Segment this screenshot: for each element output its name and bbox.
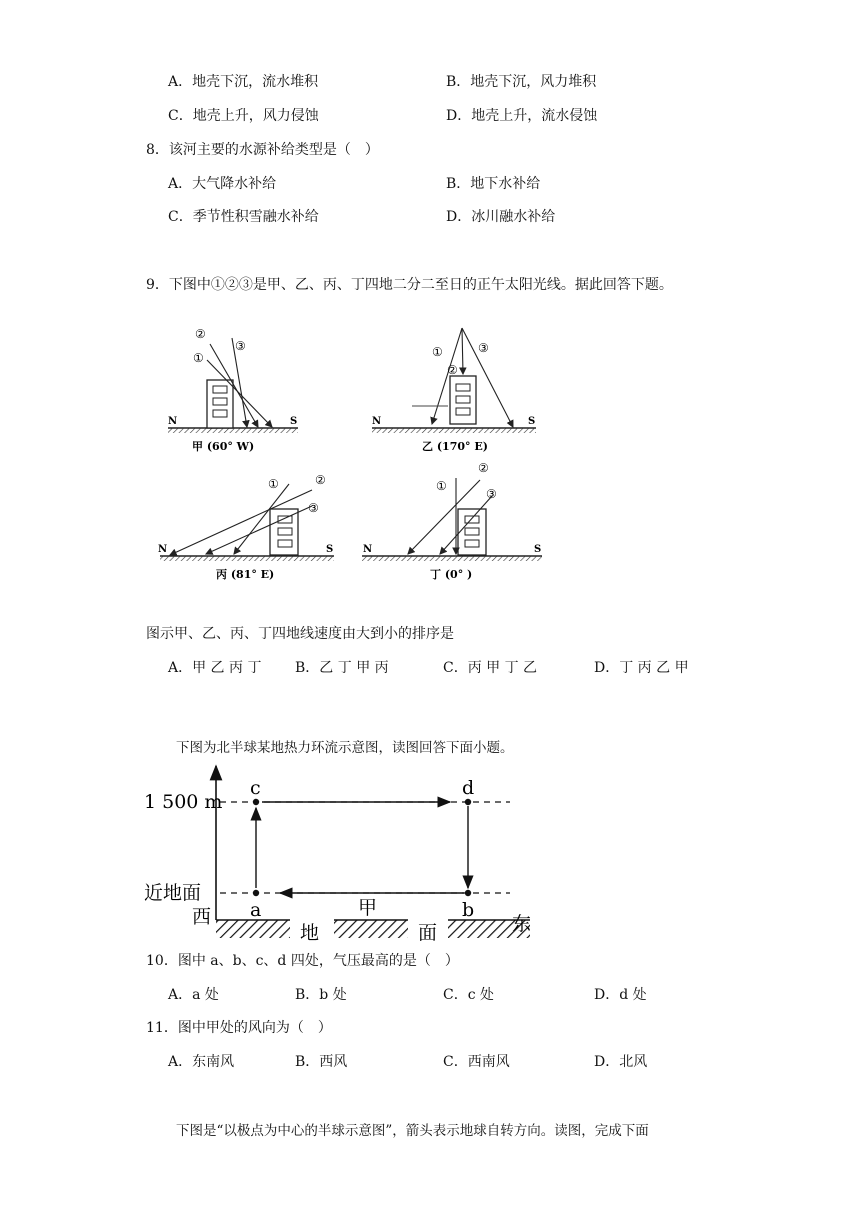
jia-caption: 甲 (60° W) [192,440,255,453]
yi-ray-3: ③ [478,341,489,355]
panel-yi [372,328,536,453]
q10-option-a: A．a 处 [168,987,219,1003]
jia-north: N [168,416,178,427]
q8-stem: 8．该河主要的水源补给类型是（ ） [146,142,379,158]
jia-ray-3: ③ [235,339,246,353]
bing-ray-2: ② [315,473,326,487]
panel-jia [168,327,298,453]
yi-north: N [372,416,382,427]
q7-option-c: C．地壳上升，风力侵蚀 [168,108,319,124]
east-label: 东 [512,913,532,935]
west-label: 西 [192,906,212,928]
q11-option-d: D．北风 [594,1054,648,1070]
q8-option-b: B．地下水补给 [446,176,541,192]
q9-question: 图示甲、乙、丙、丁四地线速度由大到小的排序是 [146,626,454,642]
jia-ray-2: ② [195,327,206,341]
marker-jia: 甲 [358,897,378,919]
q10-option-d: D．d 处 [594,987,647,1003]
bing-south: S [326,544,334,555]
yi-ray-1: ① [432,345,443,359]
bing-north: N [158,544,168,555]
jia-south: S [290,416,298,427]
bing-ray-1: ① [268,477,279,491]
intro-next: 下图是“以极点为中心的半球示意图”，箭头表示地球自转方向。读图，完成下面 [176,1123,649,1139]
q8-option-d: D．冰川融水补给 [446,209,556,225]
q8-option-a: A．大气降水补给 [168,176,277,192]
q10-option-b: B．b 处 [295,987,347,1003]
ding-ray-3: ③ [486,487,497,501]
intro-10-11: 下图为北半球某地热力环流示意图，读图回答下面小题。 [176,740,514,756]
thermal-circulation-figure [140,760,540,945]
ground-char-2: 面 [418,922,438,944]
bing-caption: 丙 (81° E) [216,568,275,581]
panel-ding [362,461,542,581]
q7-option-a: A．地壳下沉，流水堆积 [168,74,319,90]
q9-option-d: D．丁 丙 乙 甲 [594,660,689,676]
height-label: 1 500 m [144,791,223,813]
q11-option-b: B．西风 [295,1054,348,1070]
q10-stem: 10．图中 a、b、c、d 四处，气压最高的是（ ） [146,953,459,969]
q7-option-d: D．地壳上升，流水侵蚀 [446,108,598,124]
panel-bing [158,473,334,581]
ding-south: S [534,544,542,555]
ground-char-1: 地 [300,922,320,944]
point-a: a [250,899,262,921]
q9-option-c: C．丙 甲 丁 乙 [443,660,538,676]
ding-caption: 丁 (0° ) [430,568,473,581]
bing-ray-3: ③ [308,501,319,515]
yi-south: S [528,416,536,427]
ground-level-label: 近地面 [144,882,202,904]
ding-north: N [363,544,373,555]
q9-stem: 9．下图中①②③是甲、乙、丙、丁四地二分二至日的正午太阳光线。据此回答下题。 [146,277,673,293]
q8-option-c: C．季节性积雪融水补给 [168,209,319,225]
q11-option-a: A．东南风 [168,1054,235,1070]
sun-ray-figure [150,320,550,580]
yi-ray-2: ② [447,363,458,377]
q10-option-c: C．c 处 [443,987,495,1003]
q11-stem: 11．图中甲处的风向为（ ） [146,1020,332,1036]
point-c: c [250,777,261,799]
yi-caption: 乙 (170° E) [422,440,488,453]
q9-option-a: A．甲 乙 丙 丁 [168,660,262,676]
q11-option-c: C．西南风 [443,1054,510,1070]
point-d: d [462,777,475,799]
ding-ray-1: ① [436,479,447,493]
q7-option-b: B．地壳下沉，风力堆积 [446,74,597,90]
q9-option-b: B．乙 丁 甲 丙 [295,660,389,676]
point-b: b [462,899,475,921]
ding-ray-2: ② [478,461,489,475]
jia-ray-1: ① [193,351,204,365]
